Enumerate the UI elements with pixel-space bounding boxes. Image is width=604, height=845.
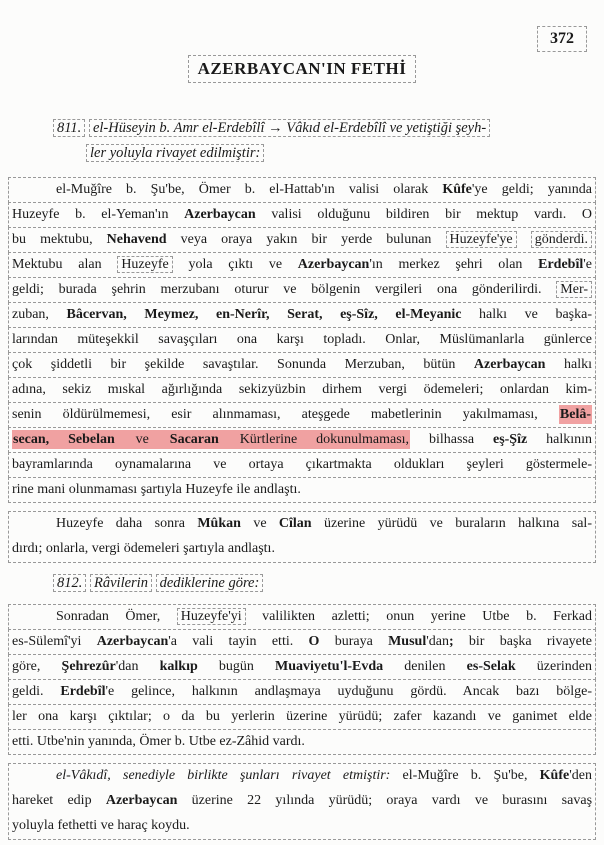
text-segment: Kûfe <box>442 182 472 197</box>
text-line <box>8 252 596 278</box>
highlighted-text-segment: Sacaran <box>169 432 219 447</box>
text-segment: ler yoluyla rivayet edilmiştir: <box>86 144 264 162</box>
text-segment: larından müteşekkil savaşçıları ona karşı topladı. Onlar, Müslümanlarla günlerce <box>12 332 592 347</box>
text-segment: çok şiddetli bir şekilde savaştılar. Sonunda Merzuban, bütün <box>12 357 474 372</box>
text-segment: Huzeyfe daha sonra <box>56 516 198 531</box>
text-line <box>8 477 596 503</box>
text-segment: Huzeyfe <box>117 256 172 273</box>
text-segment: Azerbaycan <box>473 357 546 372</box>
text-line <box>8 177 596 203</box>
text-line <box>8 654 596 680</box>
paragraph <box>8 511 596 563</box>
text-segment: halkının <box>527 432 592 447</box>
text-segment: üzerinden <box>515 659 592 674</box>
text-line <box>9 537 595 562</box>
text-segment: el-Vâkıdî, senediyle birlikte şunları rivayet etmiştir: <box>56 768 391 783</box>
text-segment: Cîlan <box>278 516 312 531</box>
text-segment: Râvilerin <box>90 574 152 592</box>
text-segment: senin öldürülmemesi, esir alınmaması, ateşgede mabetlerinin yakılmaması, <box>12 407 559 422</box>
text-segment: valilikten azletti; onun yerine Utbe b. Ferkad <box>245 609 592 624</box>
text-segment: Erdebîl <box>60 684 106 699</box>
paragraph <box>8 604 596 755</box>
text-line <box>9 764 595 789</box>
text-segment: es-Selak <box>466 659 516 674</box>
text-segment: Musul <box>388 634 427 649</box>
paragraph <box>8 763 596 840</box>
text-segment: dediklerine göre: <box>156 574 264 592</box>
text-segment: ve <box>240 516 279 531</box>
text-line <box>8 377 596 403</box>
text-segment: yoluyla fethetti ve haraç koydu. <box>12 818 190 833</box>
text-segment: 'den <box>569 768 592 783</box>
text-segment: Bâcervan, Meymez, en-Nerîr, Serat, eş-Sîz, el-Meyanic <box>66 307 462 322</box>
text-segment: geldi; burada şehrin merzubanı oturur ve bölgenin vergileri ona gönderilirdi. <box>12 282 557 297</box>
text-line <box>50 571 596 596</box>
text-segment: Azerbaycan <box>96 634 169 649</box>
paragraph <box>8 177 596 503</box>
text-segment: bayramlarında oynamalarına ve ortaya çıkartmakta oldukları şeyleri göstermele- <box>12 457 592 472</box>
title-row <box>0 0 604 83</box>
text-segment: valisi olduğunu bildiren bir mektup vardı. O <box>255 207 593 222</box>
text-segment: bilhassa <box>410 432 493 447</box>
text-segment: Erdebîl <box>538 257 584 272</box>
text-segment: Azerbaycan <box>105 793 178 808</box>
text-segment: Şehrezûr <box>61 659 116 674</box>
text-segment: el-Muğîre b. Şu'be, Ömer b. el-Hattab'ın valisi olarak <box>56 182 443 197</box>
text-segment: halkı ve başka- <box>461 307 592 322</box>
text-segment: yola çıktı ve <box>172 257 298 272</box>
text-line <box>8 427 596 453</box>
text-segment: el-Muğîre b. Şu'be, <box>390 768 540 783</box>
text-segment: 'dan <box>426 634 449 649</box>
text-line <box>9 512 595 537</box>
text-segment: halkı <box>545 357 592 372</box>
text-line <box>8 604 596 630</box>
text-segment: denilen <box>383 659 467 674</box>
text-segment: göre, <box>12 659 62 674</box>
text-segment: etti. Utbe'nin yanında, Ömer b. Utbe ez-Zâhid vardı. <box>12 734 305 749</box>
text-line <box>8 629 596 655</box>
text-segment: 811. <box>53 119 85 137</box>
text-segment: es-Sülemî'yi <box>12 634 97 649</box>
text-segment: geldi. <box>12 684 61 699</box>
text-segment: eş-Şîz <box>492 432 528 447</box>
section-heading <box>50 571 596 596</box>
text-segment: bugün <box>197 659 276 674</box>
highlighted-text-segment: secan, Sebelan <box>13 432 115 447</box>
text-segment: Nehavend <box>106 232 167 247</box>
text-segment: Muaviyetu'l-Evda <box>275 659 384 674</box>
text-segment: Mektubu alan <box>12 257 118 272</box>
text-segment: O <box>308 634 320 649</box>
text-segment: Huzeyfe'yi <box>177 608 246 625</box>
text-segment <box>517 232 531 247</box>
text-segment: dırdı; onlarla, vergi ödemeleri şartıyla andlaştı. <box>12 541 275 556</box>
text-line <box>50 116 596 141</box>
text-segment: el-Hüseyin b. Amr el-Erdebîlî → Vâkıd el-Erdebîlî ve yetiştiği şeyh- <box>89 119 490 137</box>
text-segment: 'e <box>583 257 592 272</box>
text-line <box>8 729 596 755</box>
text-segment: Mer- <box>556 281 592 298</box>
text-segment: bu mektubu, <box>12 232 107 247</box>
text-segment: Huzeyfe'ye <box>446 231 517 248</box>
text-line <box>83 141 596 166</box>
text-segment: Sonradan Ömer, <box>56 609 177 624</box>
text-segment: gönderdi. <box>531 231 592 248</box>
text-line <box>8 452 596 478</box>
text-line <box>9 814 595 839</box>
highlighted-text-segment: Belâ- <box>559 407 591 422</box>
text-segment: 'dan <box>115 659 160 674</box>
text-segment: Kûfe <box>539 768 570 783</box>
text-segment: Azerbaycan <box>297 257 370 272</box>
highlighted-text-segment: ve <box>116 432 168 447</box>
text-segment: Azerbaycan <box>184 207 256 222</box>
highlighted-text-segment: Kürtlerine dokunulmaması, <box>220 432 410 447</box>
section-heading <box>50 116 596 166</box>
text-line <box>8 227 596 253</box>
text-segment: hareket edip <box>12 793 106 808</box>
text-segment: kalkıp <box>159 659 198 674</box>
text-line <box>8 327 596 353</box>
text-line <box>8 302 596 328</box>
text-segment: zuban, <box>12 307 67 322</box>
page-content <box>8 116 596 840</box>
text-segment: Mûkan <box>197 516 241 531</box>
text-segment: ; <box>448 634 454 649</box>
text-segment: adına, sekiz mıskal ağırlığında sekizyüzbin dirhem vergi ödemeleri; onlardan kim- <box>12 382 592 397</box>
page-number-badge: 372 <box>537 26 587 52</box>
text-segment: veya oraya yakın bir yerde bulunan <box>166 232 446 247</box>
text-segment: buraya <box>319 634 389 649</box>
text-line <box>8 202 596 228</box>
text-line <box>8 402 596 428</box>
text-segment: bir başka rivayete <box>453 634 593 649</box>
text-line <box>8 679 596 705</box>
page-title: AZERBAYCAN'IN FETHİ <box>188 55 417 83</box>
text-segment: üzerine yürüdü ve buraların halkına sal- <box>311 516 592 531</box>
text-segment: Huzeyfe b. el-Yeman'ın <box>12 207 185 222</box>
text-line <box>8 704 596 730</box>
text-segment: 'a vali tayin etti. <box>168 634 309 649</box>
text-segment: üzerine 22 yılında yürüdü; oraya vardı ve burasını savaş <box>177 793 593 808</box>
text-segment: 'ye geldi; yanında <box>471 182 593 197</box>
text-line <box>8 277 596 303</box>
text-segment: ler ona karşı çıktılar; o da bu yerlerin üzerine yürüdü; zafer kazandı ve ganimet elde <box>12 709 592 724</box>
text-line <box>9 789 595 814</box>
text-segment: 'ın merkez şehri olan <box>369 257 539 272</box>
text-line <box>8 352 596 378</box>
text-segment: 812. <box>53 574 86 592</box>
text-segment: rine mani olunmaması şartıyla Huzeyfe ile andlaştı. <box>12 482 301 497</box>
text-segment: 'e gelince, halkının andlaşmaya uyduğunu gördü. Ancak bazı bölge- <box>105 684 592 699</box>
